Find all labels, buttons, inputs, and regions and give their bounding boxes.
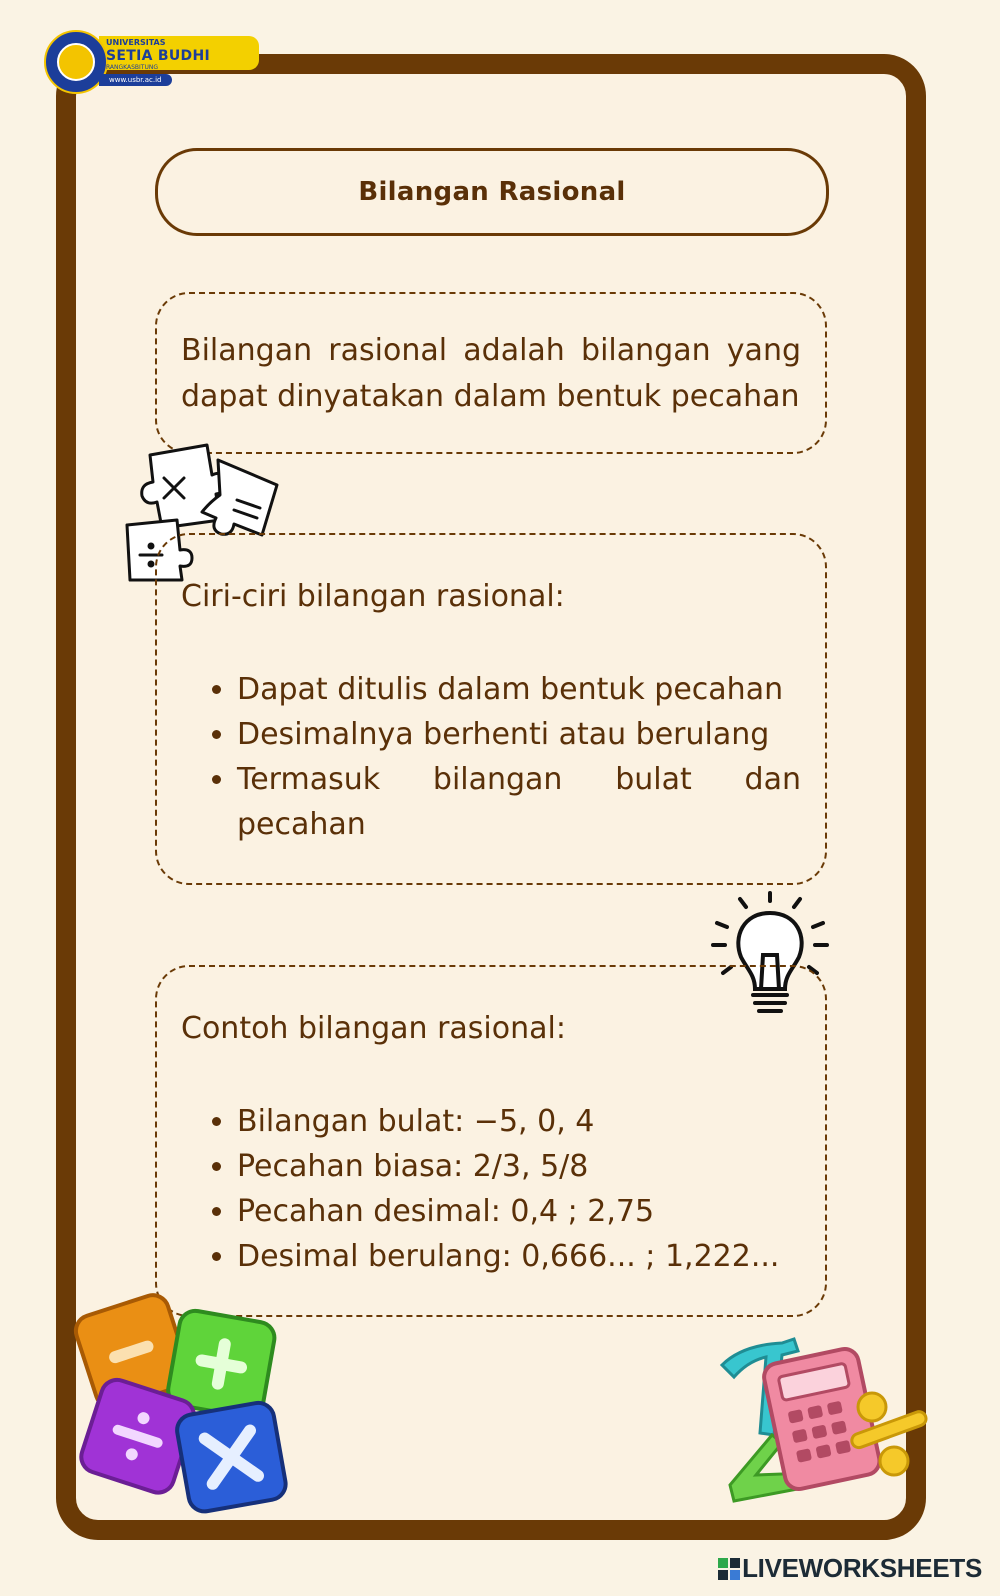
logo-subtitle: RANGKASBITUNG <box>106 64 158 71</box>
page-title: Bilangan Rasional <box>358 177 626 207</box>
logo-url: www.usbr.ac.id <box>99 74 172 86</box>
liveworksheets-watermark <box>718 1553 982 1584</box>
examples-heading: Contoh bilangan rasional: <box>181 1011 566 1046</box>
list-item: • Dapat ditulis dalam bentuk pecahan <box>237 667 801 712</box>
math-operators-icon <box>72 1290 292 1515</box>
logo-top-text: UNIVERSITAS <box>106 38 166 47</box>
examples-box <box>155 965 827 1317</box>
list-item: • Desimal berulang: 0,666... ; 1,222... <box>237 1234 801 1279</box>
characteristics-box <box>155 533 827 885</box>
characteristics-heading: Ciri-ciri bilangan rasional: <box>181 579 565 614</box>
definition-text: Bilangan rasional adalah bilangan yang dapat dinyatakan dalam bentuk pecahan <box>181 333 801 414</box>
logo-name: SETIA BUDHI <box>106 48 211 64</box>
watermark-text: LIVEWORKSHEETS <box>742 1553 982 1583</box>
title-box <box>155 148 829 236</box>
list-item: • Pecahan desimal: 0,4 ; 2,75 <box>237 1189 801 1234</box>
list-item: • Termasuk bilangan bulat dan pecahan <box>237 757 801 847</box>
calculator-icon <box>712 1325 942 1515</box>
university-logo <box>44 30 224 92</box>
list-item: • Pecahan biasa: 2/3, 5/8 <box>237 1144 801 1189</box>
definition-box <box>155 292 827 454</box>
list-item: • Bilangan bulat: −5, 0, 4 <box>237 1099 801 1144</box>
list-item: • Desimalnya berhenti atau berulang <box>237 712 801 757</box>
examples-list <box>181 1099 801 1279</box>
characteristics-list <box>181 667 801 847</box>
liveworksheets-logo-icon <box>718 1558 740 1580</box>
